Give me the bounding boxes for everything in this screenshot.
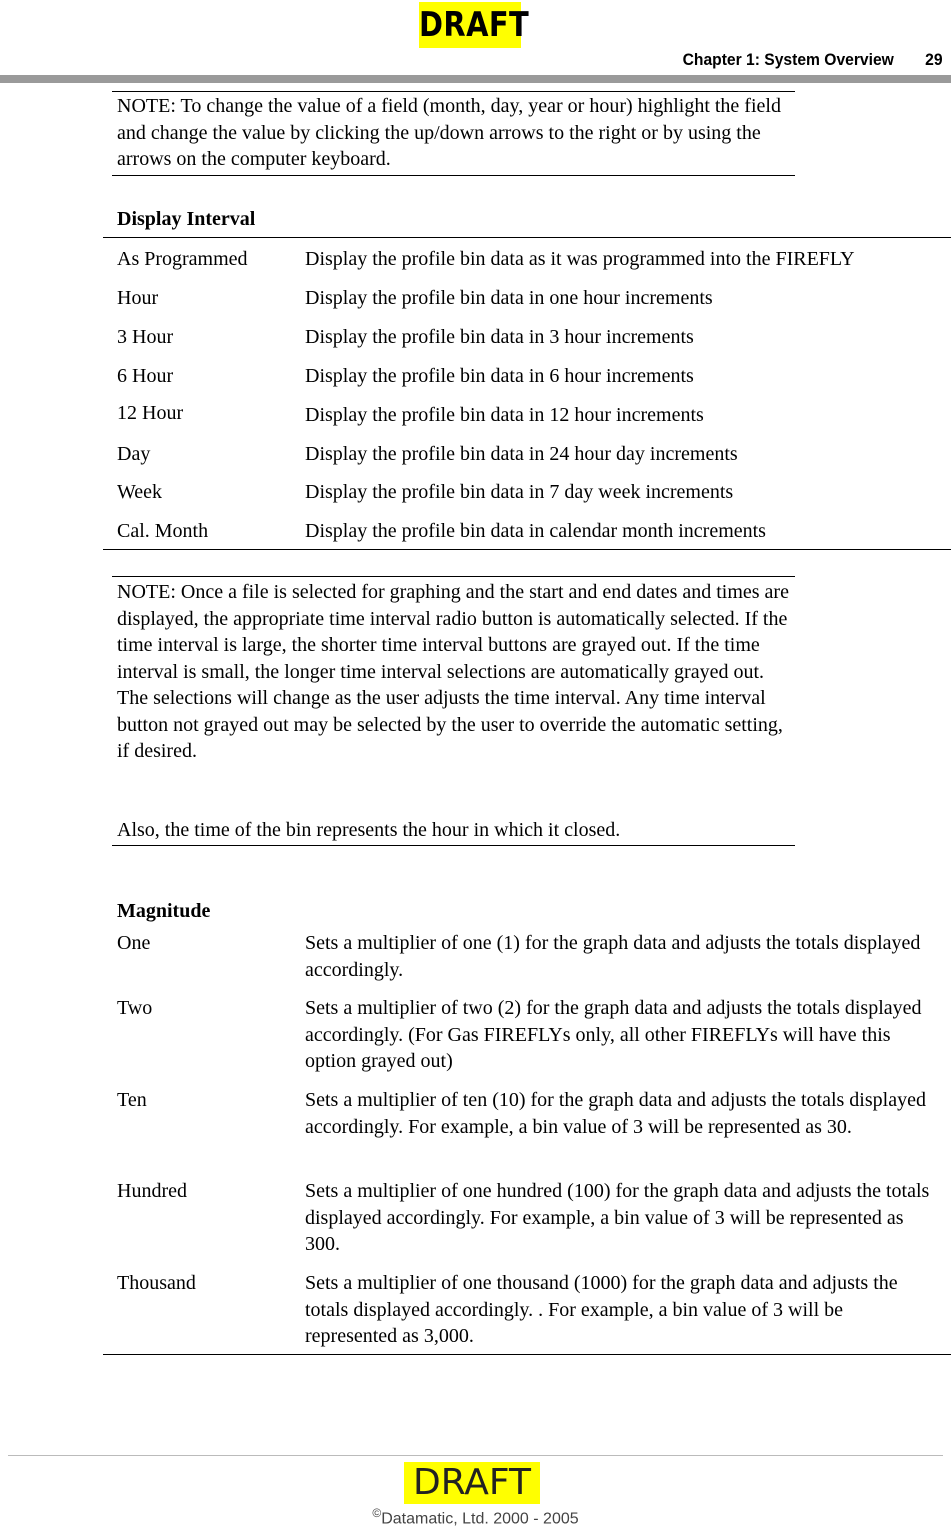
interval-desc: Display the profile bin data as it was programmed into the FIREFLY (305, 248, 855, 270)
interval-desc: Display the profile bin data in calendar month increments (305, 520, 766, 542)
magnitude-bottom-rule (103, 1354, 951, 1355)
interval-term: Day (117, 443, 151, 465)
draft-watermark-top: DRAFT (419, 2, 521, 48)
magnitude-desc: Sets a multiplier of one thousand (1000) for the graph data and adjusts the totals displayed accordingly. . For example, a bin value of 3 will be represented as 3,000. (305, 1272, 898, 1347)
magnitude-term: Hundred (117, 1180, 187, 1202)
copyright-text: Datamatic, Ltd. 2000 - 2005 (381, 1510, 579, 1528)
interval-desc: Display the profile bin data in 7 day week increments (305, 481, 734, 503)
interval-term: Cal. Month (117, 520, 209, 542)
display-interval-heading: Display Interval (117, 208, 256, 230)
running-header (683, 50, 943, 70)
interval-desc: Display the profile bin data in one hour increments (305, 287, 713, 309)
display-interval-top-rule (103, 237, 951, 238)
note2-top-rule (112, 576, 795, 577)
note-interval-auto: NOTE: Once a file is selected for graphing and the start and end dates and times are displayed, the appropriate time interval radio button is automatically selected. If the time interval is large, the shorter time interval buttons are grayed out. If the time interval is small, the longer time interval selections are automatically grayed out. The selections will change as the user adjusts the time interval. Any time interval button not grayed out may be selected by the user to override the automatic setting, if desired. (117, 581, 789, 762)
copyright-symbol: © (372, 1506, 382, 1520)
interval-desc: Display the profile bin data in 12 hour increments (305, 404, 704, 426)
magnitude-term: One (117, 932, 151, 954)
interval-desc: Display the profile bin data in 6 hour increments (305, 365, 694, 387)
note2-bottom-rule (112, 845, 795, 846)
magnitude-desc: Sets a multiplier of ten (10) for the graph data and adjusts the totals displayed accordingly. For example, a bin value of 3 will be represented as 30. (305, 1089, 926, 1138)
interval-desc: Display the profile bin data in 24 hour day increments (305, 443, 738, 465)
magnitude-heading: Magnitude (117, 900, 211, 922)
interval-term: 12 Hour (117, 402, 184, 424)
interval-term: Week (117, 481, 163, 503)
chapter-title: Chapter 1: System Overview (683, 50, 895, 69)
note1-bottom-rule (112, 175, 795, 176)
magnitude-desc: Sets a multiplier of one hundred (100) for the graph data and adjusts the totals displayed accordingly. For example, a bin value of 3 will be represented as 300. (305, 1180, 930, 1255)
magnitude-term: Ten (117, 1089, 147, 1111)
note-bin-time: Also, the time of the bin represents the hour in which it closed. (117, 819, 621, 841)
interval-term: Hour (117, 287, 159, 309)
magnitude-term: Thousand (117, 1272, 196, 1294)
magnitude-term: Two (117, 997, 153, 1019)
interval-desc: Display the profile bin data in 3 hour increments (305, 326, 694, 348)
draft-watermark-bottom: DRAFT (404, 1462, 540, 1504)
magnitude-desc: Sets a multiplier of two (2) for the graph data and adjusts the totals displayed accordingly. (For Gas FIREFLYs only, all other FIREFLYs will have this option grayed out) (305, 997, 922, 1072)
interval-term: As Programmed (117, 248, 248, 270)
note-keyboard: NOTE: To change the value of a field (month, day, year or hour) highlight the field and change the value by clicking the up/down arrows to the right or by using the arrows on the computer keyboard. (117, 95, 781, 170)
page-number: 29 (925, 50, 943, 69)
interval-term: 6 Hour (117, 365, 174, 387)
copyright (0, 1506, 951, 1528)
display-interval-bottom-rule (103, 549, 951, 550)
footer-rule (8, 1455, 943, 1456)
interval-term: 3 Hour (117, 326, 174, 348)
magnitude-desc: Sets a multiplier of one (1) for the graph data and adjusts the totals displayed accordingly. (305, 932, 921, 981)
header-rule (0, 75, 951, 83)
note1-top-rule (112, 91, 795, 92)
